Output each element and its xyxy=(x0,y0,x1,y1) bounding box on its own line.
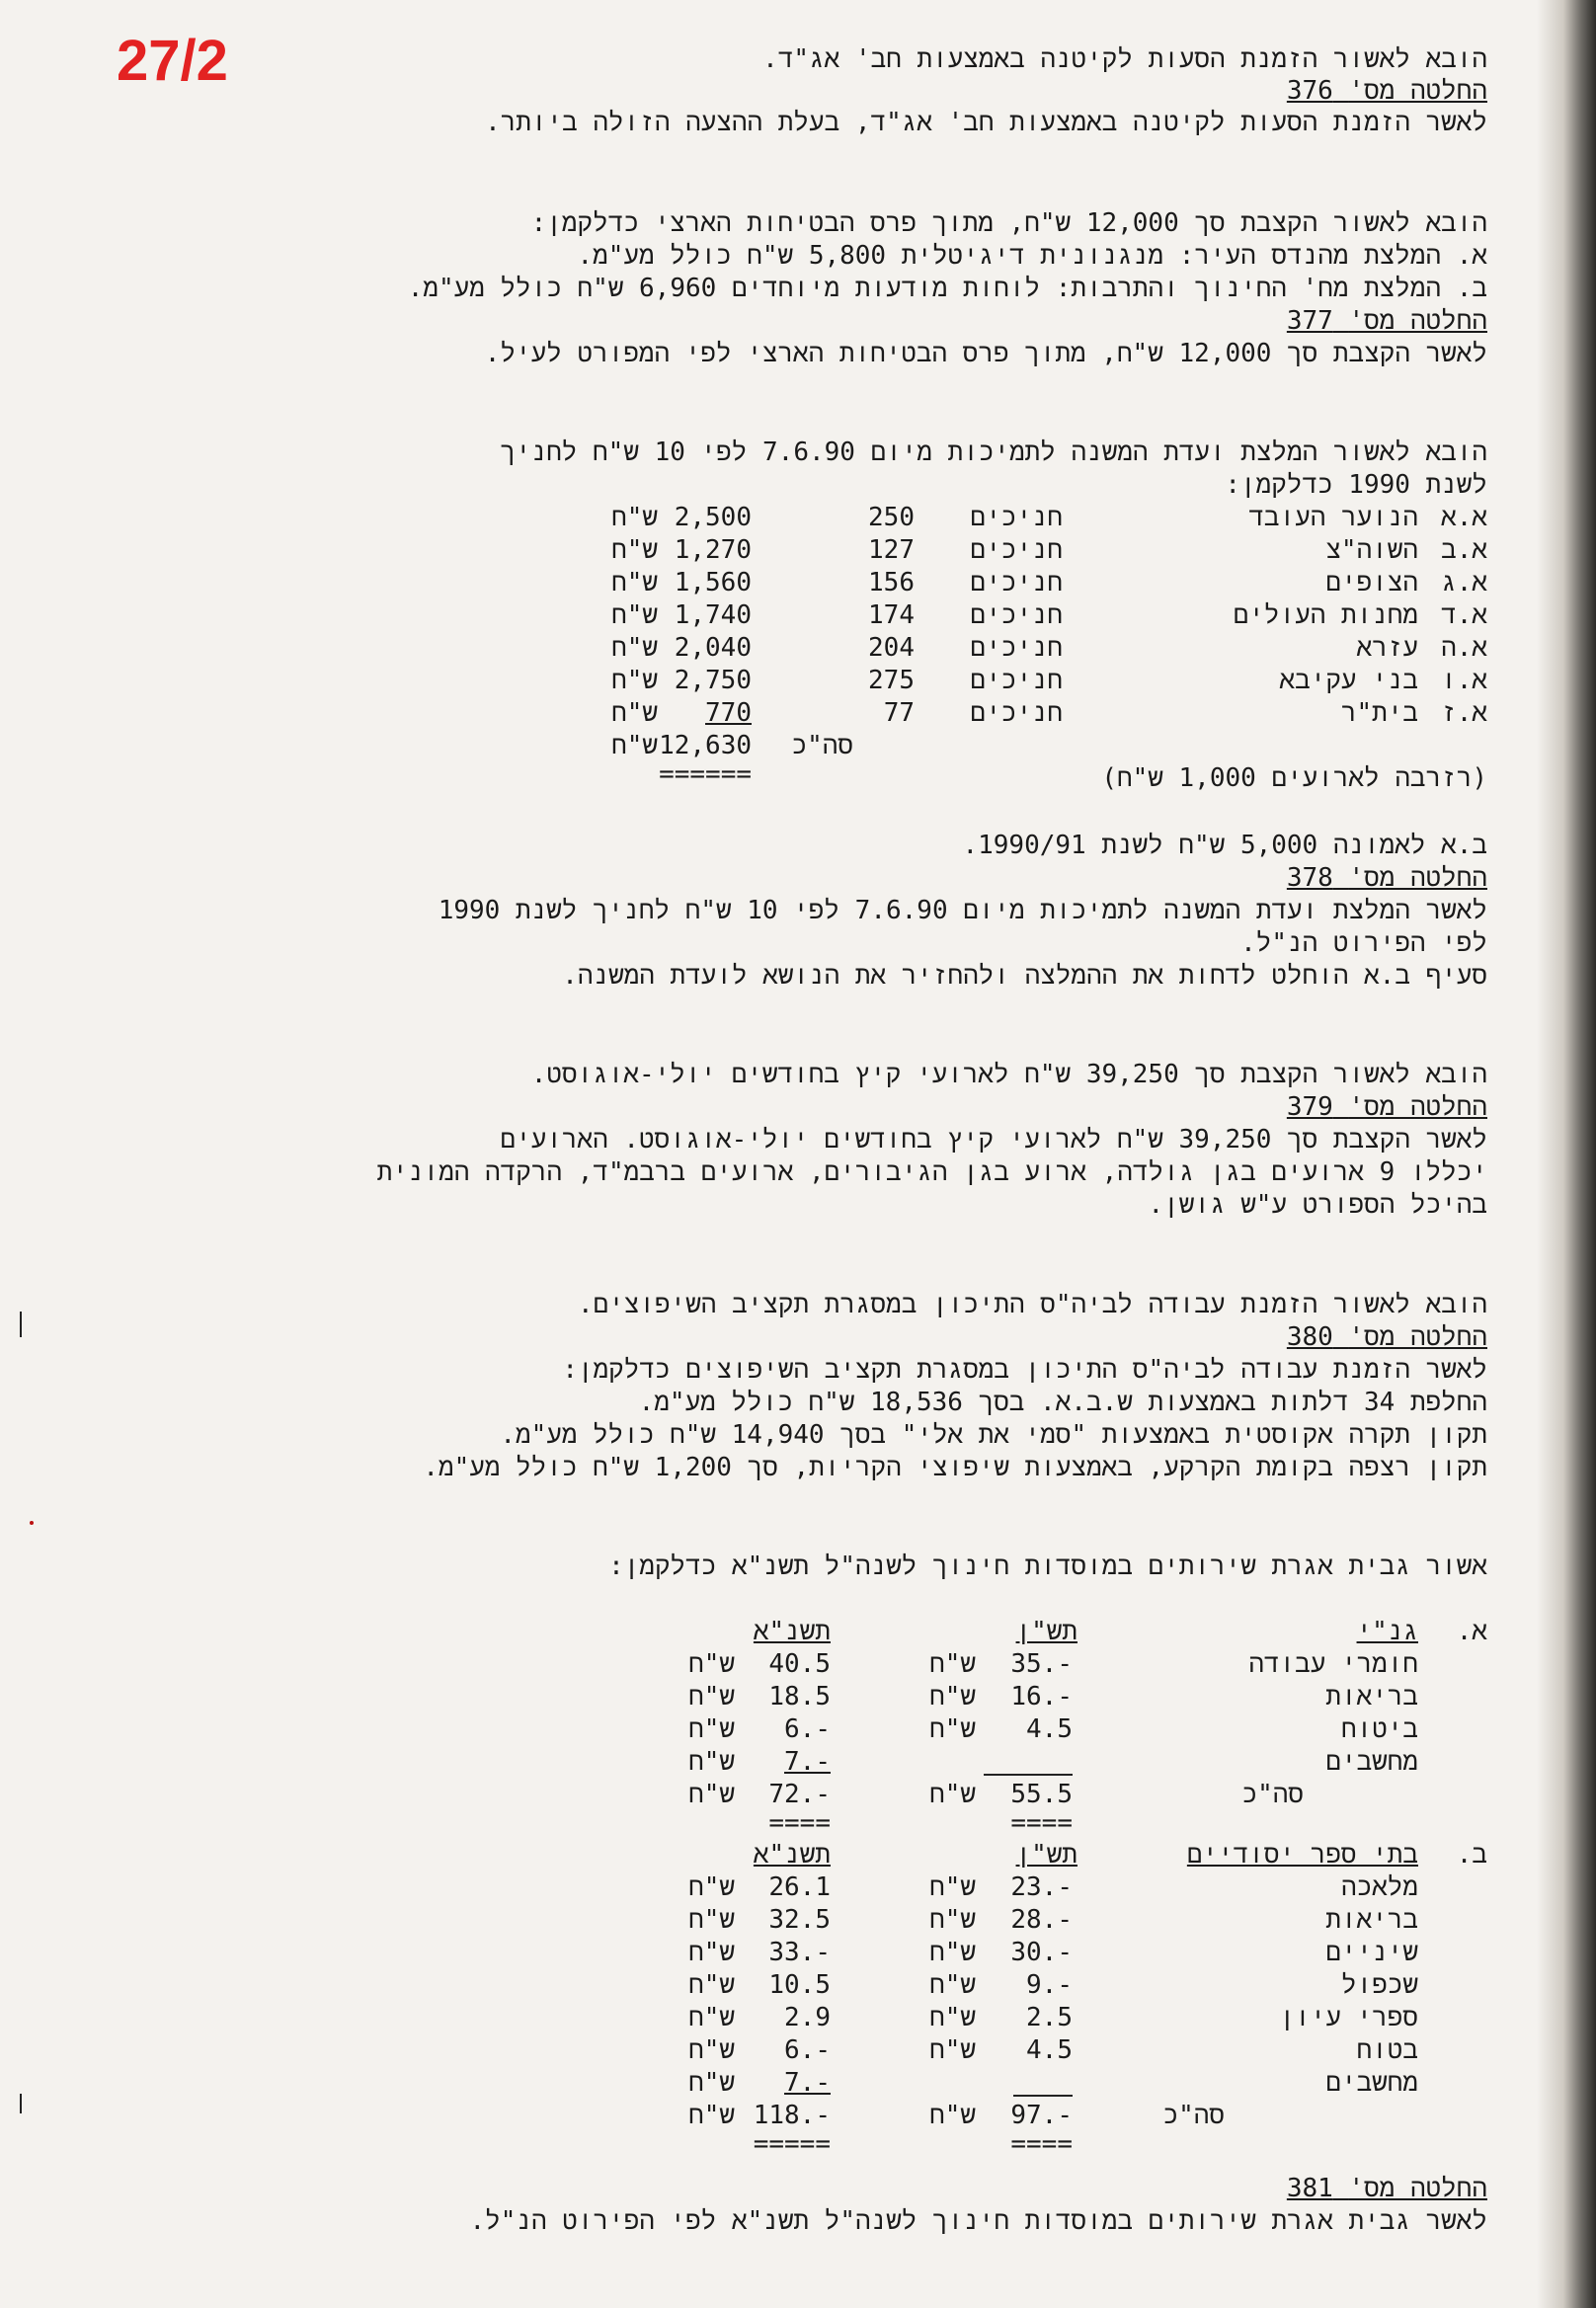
margin-mark xyxy=(20,2094,22,2113)
section-a-title: גנ"י xyxy=(1356,1617,1418,1646)
decision-heading-378: החלטה מס' 378 xyxy=(1286,863,1487,893)
column-header-next: תשנ"א xyxy=(753,1617,831,1646)
item-380-proposal: הובא לאשור הזמנת עבודה לביה"ס התיכון במסגרת תקציב השיפוצים. xyxy=(577,1290,1487,1319)
decision-heading-376: החלטה מס' 376 xyxy=(1286,76,1487,106)
item-377-sub-a: א. המלצת מהנדס העיר: מנגנונית דיגיטלית 5,800 ש"ח כולל מע"מ. xyxy=(577,241,1487,271)
total-rule: ===== xyxy=(753,2129,831,2159)
decision-text-378: לאשר המלצת ועדת המשנה לתמיכות מיום 7.6.90 לפי 10 ש"ח לחניך לשנת 1990 xyxy=(438,896,1487,925)
decision-text-377: לאשר הקצבת סך 12,000 ש"ח, מתוך פרס הבטיחות הארצי לפי המפורט לעיל. xyxy=(484,339,1487,368)
decision-text-379-end: בהיכל הספורט ע"ש גושן. xyxy=(1148,1190,1487,1220)
decision-text-381: לאשר גבית אגרת שירותים במוסדות חינוך לשנה"ל תשנ"א לפי הפירוט הנ"ל. xyxy=(469,2206,1487,2236)
item-377-sub-b: ב. המלצת מח' החינוך והתרבות: לוחות מודעות מיוחדים 6,960 ש"ח כולל מע"מ. xyxy=(407,274,1487,303)
column-header-next: תשנ"א xyxy=(753,1840,831,1870)
item-378-proposal-cont: לשנת 1990 כדלקמן: xyxy=(1225,470,1487,500)
item-380-line-1: החלפת 34 דלתות באמצעות ש.ב.א. בסך 18,536 ש"ח כולל מע"מ. xyxy=(638,1388,1487,1417)
item-377-proposal: הובא לאשור הקצבת סך 12,000 ש"ח, מתוך פרס הבטיחות הארצי כדלקמן: xyxy=(530,208,1487,238)
decision-text-380: לאשר הזמנת עבודה לביה"ס התיכון במסגרת תקציב השיפוצים כדלקמן: xyxy=(562,1355,1487,1385)
handwritten-page-note: 27/2 xyxy=(117,29,228,93)
section-b-title: בתי ספר יסודיים xyxy=(1186,1840,1418,1870)
item-381-proposal: אשור גבית אגרת שירותים במוסדות חינוך לשנה"ל תשנ"א כדלקמן: xyxy=(608,1552,1487,1581)
decision-text-378-clause: סעיף ב.א הוחלט לדחות את ההמלצה ולהחזיר את הנושא לועדת המשנה. xyxy=(562,961,1487,991)
page-binding-edge xyxy=(1537,0,1596,2308)
item-378-proposal: הובא לאשור המלצת ועדת המשנה לתמיכות מיום 7.6.90 לפי 10 ש"ח לחניך xyxy=(500,438,1487,467)
decision-text-378-cont: לפי הפירוט הנ"ל. xyxy=(1240,928,1487,958)
decision-heading-380: החלטה מס' 380 xyxy=(1286,1322,1487,1352)
decision-heading-379: החלטה מס' 379 xyxy=(1286,1092,1487,1122)
decision-text-379: לאשר הקצבת סך 39,250 ש"ח לארועי קיץ בחודשים יולי-אוגוסט. הארועים xyxy=(500,1125,1487,1154)
document-page: 27/2 הובא לאשור הזמנת הסעות לקיטנה באמצעות חב' אג"ד. החלטה מס' 376 לאשר הזמנת הסעות לקיטנה באמצעות חב' אג"ד, בעלת ההצעה הזולה ביותר. הובא לאשור הקצבת סך 12,000 ש"ח, מתוך פרס הבטיחות הארצי כדלקמן: א. המלצת מהנדס העיר: מנגנונית דיגיטלית 5,800 ש"ח כולל מע"מ. ב. המלצת מח' החינוך והתרבות: לוחות מודעות מיוחדים 6,960 ש"ח כולל מע"מ. החלטה מס' 377 לאשר הקצבת סך 12,000 ש"ח, מתוך פרס הבטיחות הארצי לפי המפורט לעיל. הובא לאשור המלצת ועדת המשנה לתמיכות מיום 7.6.90 לפי 10 ש"ח לחניך לשנת 1990 כדלקמן: א.א הנוער העובד חניכים 250 2,500 ש"ח א.ב השוה"צ חניכים 127 1,270 ש"ח א.ג הצופים חניכים 156 1,560 ש"ח א.ד מחנות העולים חניכים 174 1,740 ש"ח א.ה עזרא חניכים 204 2,040 ש"ח א.ו בני עקיבא חניכים 275 2,750 ש"ח א.ז בית"ר חניכים 77 770 ש"ח סה"כ 12,630 ש"ח ====== (רזרבה לארועים 1,000 ש"ח) ב.א לאמונה 5,000 ש"ח לשנת 1990/91. החלטה מס' 378 לאשר המלצת ועדת המשנה לתמיכות מיום 7.6.90 לפי 10 ש"ח לחניך לשנת 1990 לפי הפירוט הנ"ל. סעיף ב.א הוחלט לדחות את ההמלצה ולהחזיר את הנושא לועדת המשנה. הובא לאשור הקצבת סך 39,250 ש"ח לארועי קיץ בחודשים יולי-אוגוסט. החלטה מס' 379 לאשר הקצבת סך 39,250 ש"ח לארועי קיץ בחודשים יולי-אוגוסט. הארועים יכללו 9 ארועים בגן גולדה, ארוע בגן הגיבורים, ארועים ברבמ"ד, הרקדה המונית בהיכל הספורט ע"ש גושן. הובא לאשור הזמנת עבודה לביה"ס התיכון במסגרת תקציב השיפוצים. החלטה מס' 380 לאשר הזמנת עבודה לביה"ס התיכון במסגרת תקציב השיפוצים כדלקמן: החלפת 34 דלתות באמצעות ש.ב.א. בסך 18,536 ש"ח כולל מע"מ. תקון תקרה אקוסטית באמצעות "סמי את אלי" בסך 14,940 ש"ח כולל מע"מ. תקון רצפה בקומת הקרקע, באמצעות שיפוצי הקריות, סך 1,200 ש"ח כולל מע"מ. אשור גבית אגרת שירותים במוסדות חינוך לשנה"ל תשנ"א כדלקמן: א. גנ"י תש"ן תשנ"א חומרי עבודה 35.- ש"ח 40.5 ש"ח בריאות 16.- ש"ח 18.5 ש"ח ביטוח 4.5 ש"ח 6.- ש"ח מחשבים 7.- ש"ח סה"כ 55.5 ש"ח 72.- ש"ח ==== ==== ב. בתי ספר יסודיים תש"ן תשנ"א מלאכה 23.- ש"ח 26.1 ש"ח בריאות 28.- ש"ח 32.5 ש"ח שיניים 30.- ש"ח 33.- ש"ח שכפול 9.- ש"ח 10.5 ש"ח ספרי עיון 2.5 ש"ח 2.9 ש"ח בטוח 4.5 ש"ח 6.- ש"ח מחשבים 7.- ש"ח סה"כ 97.- ש"ח 118.- ש"ח ==== ===== החלטה מס' 381 לאשר גבית אגרת שירותים במוסדות חינוך לשנה"ל תשנ"א לפי הפירוט הנ"ל. xyxy=(0,0,1596,2308)
ink-speck xyxy=(30,1521,34,1525)
item-379-proposal: הובא לאשור הקצבת סך 39,250 ש"ח לארועי קיץ בחודשים יולי-אוגוסט. xyxy=(530,1060,1487,1089)
reserve-note: (רזרבה לארועים 1,000 ש"ח) xyxy=(1101,763,1487,793)
decision-text-376: לאשר הזמנת הסעות לקיטנה באמצעות חב' אג"ד, בעלת ההצעה הזולה ביותר. xyxy=(485,108,1487,137)
decision-heading-377: החלטה מס' 377 xyxy=(1286,306,1487,336)
item-378-extra: ב.א לאמונה 5,000 ש"ח לשנת 1990/91. xyxy=(962,831,1487,860)
item-380-line-2: תקון תקרה אקוסטית באמצעות "סמי את אלי" בסך 14,940 ש"ח כולל מע"מ. xyxy=(500,1420,1487,1450)
decision-heading-381: החלטה מס' 381 xyxy=(1286,2174,1487,2203)
total-rule: ==== xyxy=(1010,2129,1073,2159)
column-header-prev: תש"ן xyxy=(1015,1617,1077,1646)
total-rule: ====== xyxy=(659,759,752,789)
total-rule: ==== xyxy=(768,1808,831,1838)
item-380-line-3: תקון רצפה בקומת הקרקע, באמצעות שיפוצי הקריות, סך 1,200 ש"ח כולל מע"מ. xyxy=(423,1453,1487,1482)
margin-mark xyxy=(20,1312,22,1337)
column-header-prev: תש"ן xyxy=(1015,1840,1077,1870)
total-rule: ==== xyxy=(1010,1808,1073,1838)
section-a-id: א. xyxy=(1456,1617,1487,1646)
section-b-id: ב. xyxy=(1456,1840,1487,1870)
decision-text-379-cont: יכללו 9 ארועים בגן גולדה, ארוע בגן הגיבורים, ארועים ברבמ"ד, הרקדה המונית xyxy=(376,1157,1487,1187)
item-376-proposal: הובא לאשור הזמנת הסעות לקיטנה באמצעות חב' אג"ד. xyxy=(762,44,1487,74)
